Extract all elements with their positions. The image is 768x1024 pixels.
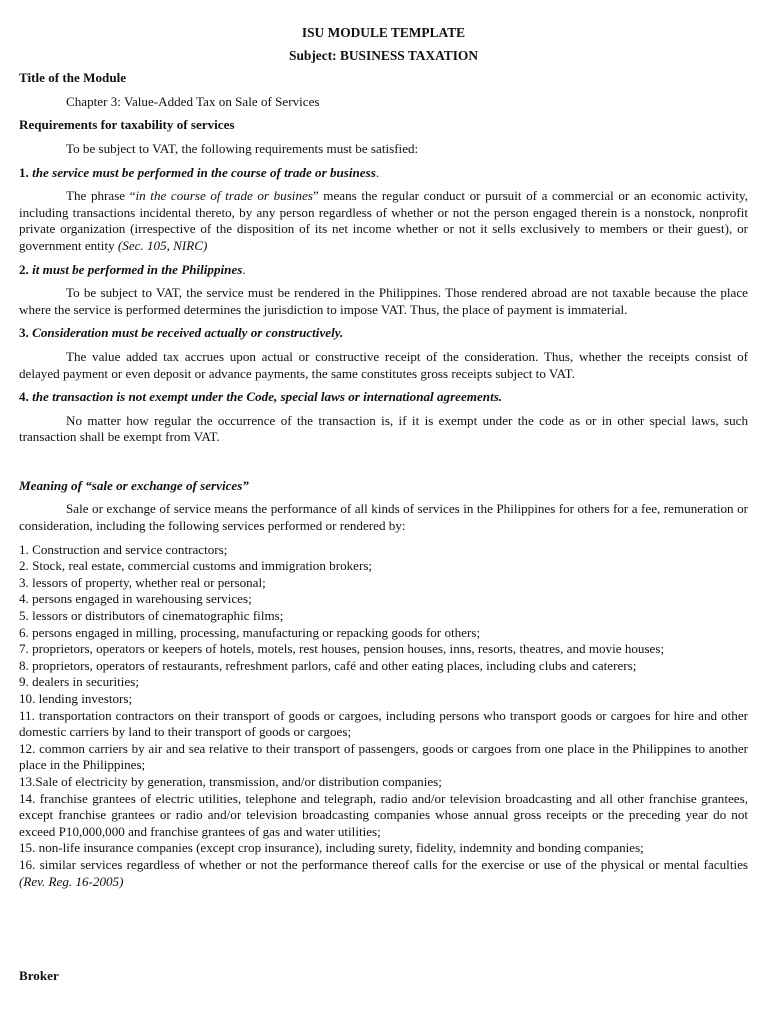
requirement-title-end: . <box>375 164 380 180</box>
requirement-4-text: No matter how regular the occurrence of the transaction is, if it is exempt under the code as or in other special laws, such transaction shall be exempt from VAT. <box>19 412 748 445</box>
requirement-title: Consideration must be received actually or constructively. <box>32 325 344 341</box>
requirement-3-text: The value added tax accrues upon actual or constructive receipt of the consideration. Thus, whether the receipts consist of delayed payment or even deposit or advance payments, the same constitutes gross receipts subject to VAT. <box>19 348 748 381</box>
chapter-title: Chapter 3: Value-Added Tax on Sale of Services <box>66 93 320 109</box>
list-item: 11. transportation contractors on their transport of goods or cargoes, including persons who transport goods or cargoes for hire and other domestic carriers by land to their transport of goods or cargoes; <box>19 707 748 740</box>
subject-title: Subject: BUSINESS TAXATION <box>289 47 478 63</box>
list-item: 1. Construction and service contractors; <box>19 541 228 557</box>
requirement-2-heading <box>19 262 748 279</box>
requirement-3-heading <box>19 325 748 342</box>
text-segment: ” means the regular conduct or pursuit of a commercial or an economic activity, including transactions incidental thereto, by any person regardless of whether or not the person engaged therein is a nonstock, nonprofit private organization (irrespective of the disposition of its net income whether or not it sells exclusively to members or their guest), or government entity <box>19 188 748 253</box>
citation: (Rev. Reg. 16-2005) <box>19 873 124 889</box>
requirements-heading: Requirements for taxability of services <box>19 117 235 133</box>
list-item-last <box>19 857 748 890</box>
list-item: 8. proprietors, operators of restaurants, refreshment parlors, café and other eating places, including clubs and caterers; <box>19 657 637 673</box>
broker-heading: Broker <box>19 968 59 983</box>
list-item: 13.Sale of electricity by generation, transmission, and/or distribution companies; <box>19 773 442 789</box>
list-item: 7. proprietors, operators or keepers of hotels, motels, rest houses, pension houses, inns, resorts, theatres, and movie houses; <box>19 641 665 657</box>
requirement-number: 4. <box>19 389 29 405</box>
requirement-number: 2. <box>19 261 29 277</box>
list-item: 12. common carriers by air and sea relative to their transport of passengers, goods or cargoes from one place in the Philippines to another place in the Philippines; <box>19 740 748 773</box>
module-title-label: Title of the Module <box>19 70 127 86</box>
list-item: 14. franchise grantees of electric utilities, telephone and telegraph, radio and/or television broadcasting and all other franchise grantees, except franchise grantees or radio and/or television broadcasting companies whose annual gross receipts or the preceding year do not exceed P10,000,000 and franchise grantees of gas and water utilities; <box>19 790 748 839</box>
requirement-number: 1. <box>19 164 29 180</box>
requirement-1-text <box>19 188 748 254</box>
list-item: 3. lessors of property, whether real or personal; <box>19 574 266 590</box>
requirement-title-end: . <box>242 261 246 277</box>
requirement-title: it must be performed in the Philippines <box>32 261 243 277</box>
list-item: 6. persons engaged in milling, processing, manufacturing or repacking goods for others; <box>19 624 481 640</box>
requirement-4-heading <box>19 389 748 406</box>
requirement-2-text: To be subject to VAT, the service must be rendered in the Philippines. Those rendered abroad are not taxable because the place where the service is performed determines the jurisdiction to impose VAT. Thus, the place of payment is immaterial. <box>19 285 748 317</box>
list-item: 5. lessors or distributors of cinematographic films; <box>19 608 284 624</box>
requirement-title: the transaction is not exempt under the Code, special laws or international agreements. <box>32 389 503 405</box>
template-title: ISU MODULE TEMPLATE <box>301 25 466 40</box>
requirements-intro: To be subject to VAT, the following requirements must be satisfied: <box>66 140 419 156</box>
citation: (Sec. 105, NIRC) <box>117 237 208 253</box>
list-item: 4. persons engaged in warehousing services; <box>19 591 252 607</box>
requirement-title: the service must be performed in the course of trade or business <box>32 164 376 180</box>
spacer <box>19 453 748 478</box>
requirement-number: 3. <box>19 325 29 341</box>
text-segment: The phrase “ <box>66 188 136 204</box>
list-item-text: 16. similar services regardless of whether or not the performance thereof calls for the exercise or use of the physical or mental faculties <box>19 856 748 872</box>
list-item: 2. Stock, real estate, commercial customs and immigration brokers; <box>19 558 373 574</box>
phrase-quote: in the course of trade or busines <box>135 188 313 204</box>
meaning-heading: Meaning of “sale or exchange of services” <box>19 477 249 493</box>
meaning-intro: Sale or exchange of service means the performance of all kinds of services in the Philippines for others for a fee, remuneration or consideration, including the following services performed or rendered by: <box>19 501 748 534</box>
list-item: 10. lending investors; <box>19 691 133 706</box>
list-item: 15. non-life insurance companies (except crop insurance), including surety, fidelity, indemnity and bonding companies; <box>19 840 644 856</box>
list-item: 9. dealers in securities; <box>19 674 139 690</box>
requirement-1-heading <box>19 165 748 182</box>
services-list <box>19 542 748 890</box>
